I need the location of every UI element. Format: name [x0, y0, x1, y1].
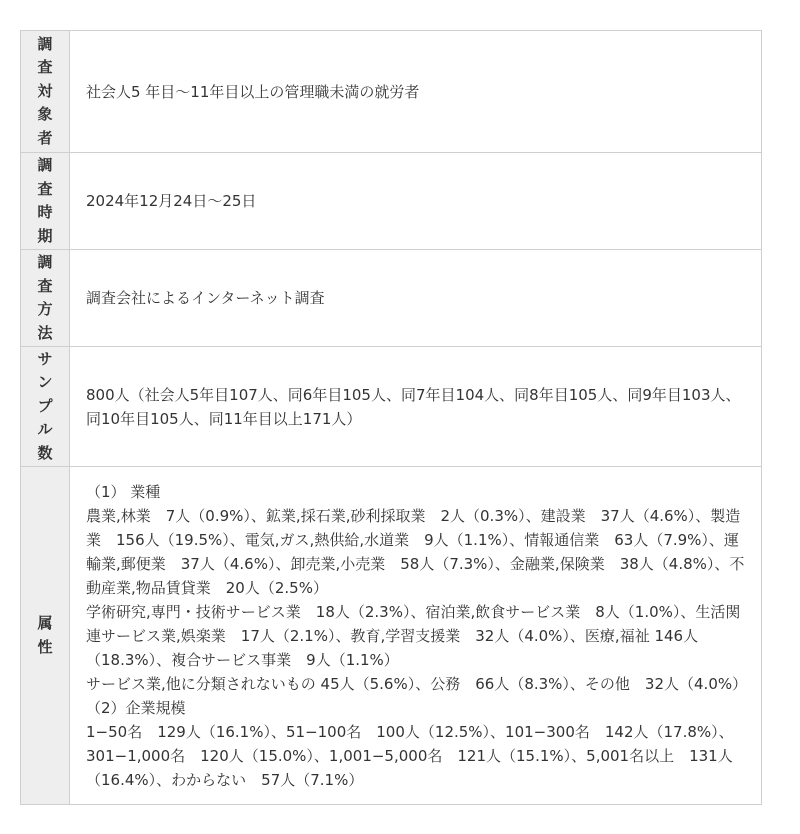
- row-value-cell: [70, 31, 762, 153]
- row-label-cell: [21, 467, 70, 805]
- row-label-cell: [21, 153, 70, 250]
- attr-industry-list-3: サービス業,他に分類されないもの 45人（5.6%）、公務 66人（8.3%）、その他 32人（4.0%）: [86, 674, 748, 693]
- row-label-cell: [21, 347, 70, 467]
- row-label: 調査方法: [37, 253, 53, 342]
- row-label: 調査対象者: [37, 34, 53, 147]
- table-row: [21, 467, 762, 805]
- table-row: [21, 31, 762, 153]
- table-row: [21, 250, 762, 347]
- attr-industry-heading: （1） 業種: [86, 482, 161, 501]
- row-label: サンプル数: [37, 349, 53, 462]
- row-label-cell: [21, 31, 70, 153]
- row-value: 2024年12月24日〜25日: [86, 192, 257, 210]
- table-row: [21, 347, 762, 467]
- table-row: [21, 153, 762, 250]
- row-value-cell: [70, 250, 762, 347]
- row-value-cell: [70, 347, 762, 467]
- attr-industry-list-2: 学術研究,専門・技術サービス業 18人（2.3%）、宿泊業,飲食サービス業 8人（1.0%）、生活関連サービス業,娯楽業 17人（2.1%）、教育,学習支援業 32人（4.0%）、医療,福祉 146人（18.3%）、複合サービス事業 9人（1.1%）: [86, 602, 741, 669]
- row-value: 調査会社によるインターネット調査: [86, 289, 325, 307]
- row-label: 調査時期: [37, 156, 53, 245]
- row-label-cell: [21, 250, 70, 347]
- row-value-cell: [70, 153, 762, 250]
- row-value-cell: [70, 467, 762, 805]
- attr-company-size-list: 1−50名 129人（16.1%）、51−100名 100人（12.5%）、101−300名 142人（17.8%）、301−1,000名 120人（15.0%）、1,001−5,000名 121人（15.1%）、5,001名以上 131人（16.4%）、わからない 57人（7.1%）: [86, 722, 734, 789]
- row-value: 800人（社会人5年目107人、同6年目105人、同7年目104人、同8年目105人、同9年目103人、同10年目105人、同11年目以上171人）: [86, 385, 741, 428]
- survey-overview-table: [20, 30, 762, 805]
- row-label: 属性: [37, 614, 53, 656]
- attr-industry-list-1: 農業,林業 7人（0.9%）、鉱業,採石業,砂利採取業 2人（0.3%）、建設業 37人（4.6%）、製造業 156人（19.5%）、電気,ガス,熱供給,水道業 9人（1.1%）、情報通信業 63人（7.9%）、運輸業,郵便業 37人（4.6%）、卸売業,小売業 58人（7.3%）、金融業,保険業 38人（4.8%）、不動産業,物品賃貸業 20人（2.5%）: [86, 506, 745, 597]
- row-value: 社会人5 年目〜11年目以上の管理職未満の就労者: [86, 82, 420, 101]
- attr-company-size-heading: （2）企業規模: [86, 698, 186, 717]
